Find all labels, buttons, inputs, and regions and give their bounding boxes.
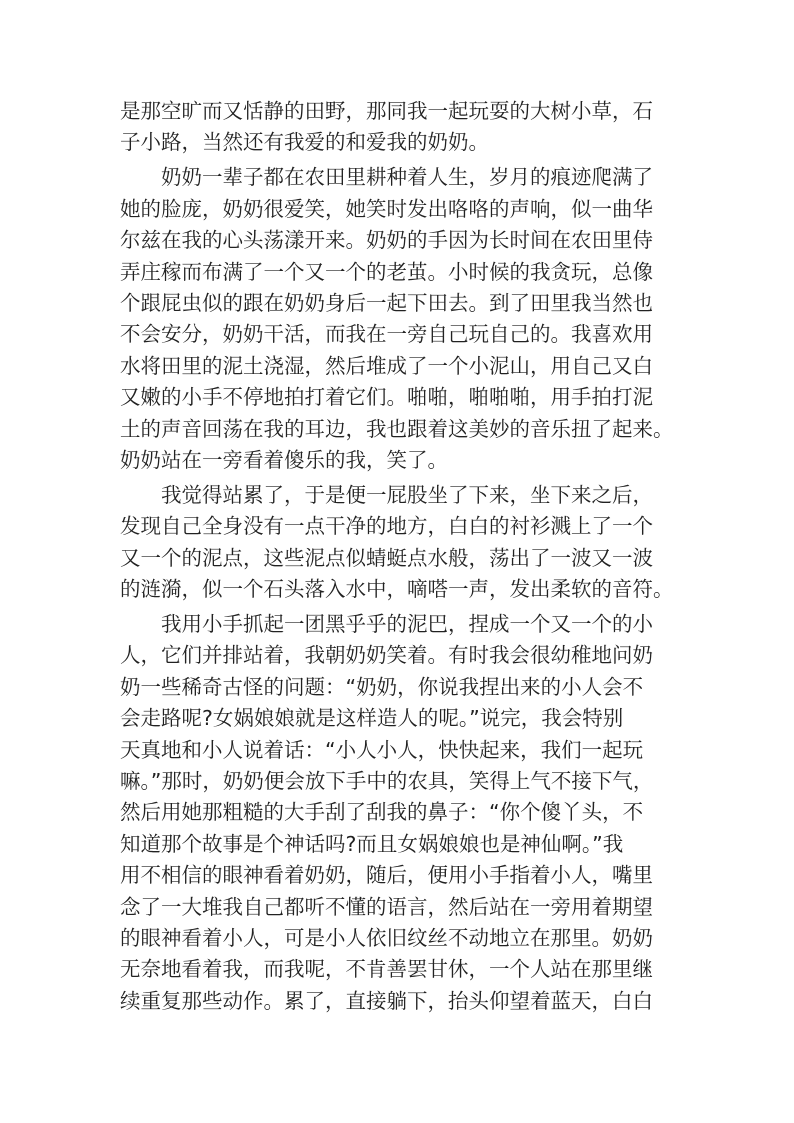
text-line: 水将田里的泥土浇湿，然后堆成了一个小泥山，用自己又白 [120,353,653,378]
text-line: 会走路呢?女娲娘娘就是这样造人的呢。”说完，我会特别 [120,706,624,731]
text-line: 又嫩的小手不停地拍打着它们。啪啪，啪啪啪，用手拍打泥 [120,385,653,410]
document-page [120,96,680,1021]
text-line: 是那空旷而又恬静的田野，那同我一起玩耍的大树小草，石 [120,99,653,123]
paragraph-1 [120,96,680,159]
text-line: 又一个的泥点，这些泥点似蜻蜓点水般，荡出了一波又一波 [120,545,653,570]
text-line: 个跟屁虫似的跟在奶奶身后一起下田去。到了田里我当然也 [120,290,653,315]
paragraph-3 [120,480,680,606]
text-line: 她的脸庞，奶奶很爱笑，她笑时发出咯咯的声响，似一曲华 [120,196,653,221]
text-line: 无奈地看着我，而我呢，不肯善罢甘休，一个人站在那里继 [120,957,653,982]
text-line: 念了一大堆我自己都听不懂的语言，然后站在一旁用着期望 [120,894,653,919]
text-line: 发现自己全身没有一点干净的地方，白白的衬衫溅上了一个 [120,514,653,539]
paragraph-2 [120,162,680,476]
paragraph-4 [120,609,680,1017]
text-line: 用不相信的眼神看着奶奶，随后，便用小手指着小人，嘴里 [120,863,653,888]
text-line: 人，它们并排站着，我朝奶奶笑着。有时我会很幼稚地问奶 [120,643,653,668]
text-line: 奶一些稀奇古怪的问题：“奶奶，你说我捏出来的小人会不 [120,674,644,699]
text-line: 不会安分，奶奶干活，而我在一旁自己玩自己的。我喜欢用 [120,322,653,347]
text-line: 的涟漪，似一个石头落入水中，嘀嗒一声，发出柔软的音符。 [120,577,674,602]
text-line: 的眼神看着小人，可是小人依旧纹丝不动地立在那里。奶奶 [120,925,653,950]
text-line: 续重复那些动作。累了，直接躺下，抬头仰望着蓝天，白白 [120,988,653,1013]
text-line: 奶奶站在一旁看着傻乐的我，笑了。 [120,447,448,472]
text-line: 弄庄稼而布满了一个又一个的老茧。小时候的我贪玩，总像 [120,259,653,284]
text-line: 我觉得站累了，于是便一屁股坐了下来，坐下来之后， [120,482,653,507]
text-line: 土的声音回荡在我的耳边，我也跟着这美妙的音乐扭了起来。 [120,416,674,441]
text-line: 奶奶一辈子都在农田里耕种着人生，岁月的痕迹爬满了 [120,165,653,190]
text-line: 尔兹在我的心头荡漾开来。奶奶的手因为长时间在农田里侍 [120,228,653,253]
text-line: 子小路，当然还有我爱的和爱我的奶奶。 [120,130,489,155]
text-line: 知道那个故事是个神话吗?而且女娲娘娘也是神仙啊。”我 [120,831,624,856]
text-line: 然后用她那粗糙的大手刮了刮我的鼻子：“你个傻丫头，不 [120,800,644,825]
text-line: 天真地和小人说着话：“小人小人，快快起来，我们一起玩 [120,737,644,762]
text-line: 我用小手抓起一团黑乎乎的泥巴，捏成一个又一个的小 [120,612,653,637]
text-line: 嘛。”那时，奶奶便会放下手中的农具，笑得上气不接下气， [120,768,654,793]
